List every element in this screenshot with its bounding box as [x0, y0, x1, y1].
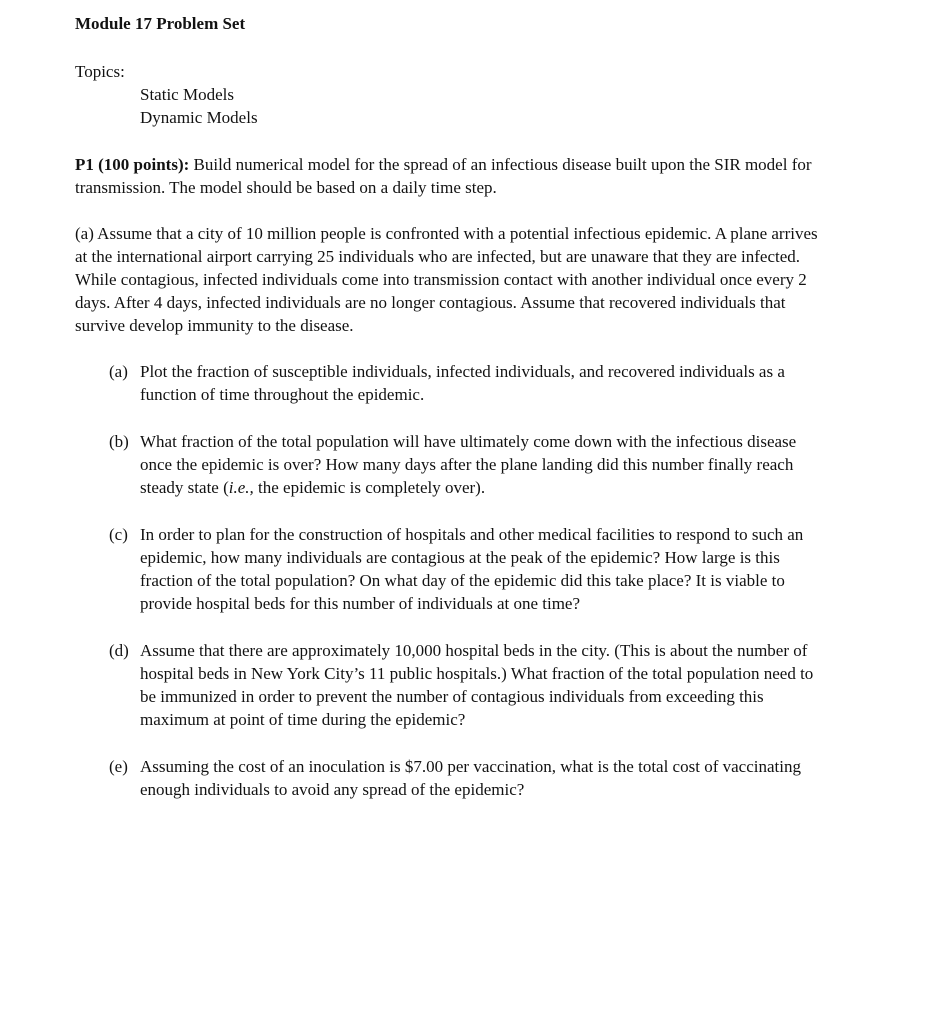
list-item-a-text: Plot the fraction of susceptible individuals, infected individuals, and recovered individuals as a function of time throughout the epidemic. — [140, 362, 785, 404]
problem-intro-paragraph: (a) Assume that a city of 10 million people is confronted with a potential infectious epidemic. A plane arrives at the international airport carrying 25 individuals who are infected, but are unaware that they are infected. While contagious, infected individuals come into transmission contact with another individual once every 2 days. After 4 days, infected individuals are no longer contagious. Assume that recovered individuals that survive develop immunity to the disease. — [75, 224, 818, 335]
topic-item-dynamic-models: Dynamic Models — [140, 108, 258, 127]
list-item-d-label: (d) — [109, 641, 129, 660]
list-item-c — [109, 523, 824, 615]
document-title: Module 17 Problem Set — [75, 14, 246, 33]
topic-item-static-models: Static Models — [140, 85, 234, 104]
list-item-b-label: (b) — [109, 432, 129, 451]
list-item-a-label: (a) — [109, 362, 128, 381]
problem-p1-label: P1 (100 points): — [75, 155, 190, 174]
problem-p1-text: Build numerical model for the spread of an infectious disease built upon the SIR model for transmission. The model should be based on a daily time step. — [75, 155, 812, 197]
list-item-c-text: In order to plan for the construction of hospitals and other medical facilities to respond to such an epidemic, how many individuals are contagious at the peak of the epidemic? How large is this fraction of the total population? On what day of the epidemic did this take place? It is viable to provide hospital beds for this number of individuals at one time? — [140, 525, 804, 613]
list-item-d-text: Assume that there are approximately 10,000 hospital beds in the city. (This is about the number of hospital beds in New York City’s 11 public hospitals.) What fraction of the total population need to be immunized in order to prevent the number of contagious individuals from exceeding this maximum at point of time during the epidemic? — [140, 641, 814, 729]
topics-section — [75, 60, 824, 129]
list-item-b — [109, 430, 824, 499]
list-item-b-text: What fraction of the total population will have ultimately come down with the infectious disease once the epidemic is over? How many days after the plane landing did this number finally reach steady state (i.e., the epidemic is completely over). — [140, 432, 797, 497]
list-item-e-label: (e) — [109, 757, 128, 776]
list-item-c-label: (c) — [109, 525, 128, 544]
problem-p1-paragraph — [75, 153, 824, 199]
list-item-d — [109, 639, 824, 731]
list-item-e-text: Assuming the cost of an inoculation is $7.00 per vaccination, what is the total cost of vaccinating enough individuals to avoid any spread of the epidemic? — [140, 757, 801, 799]
list-item-a — [109, 360, 824, 406]
topics-label: Topics: — [75, 62, 125, 81]
list-item-e — [109, 755, 824, 801]
